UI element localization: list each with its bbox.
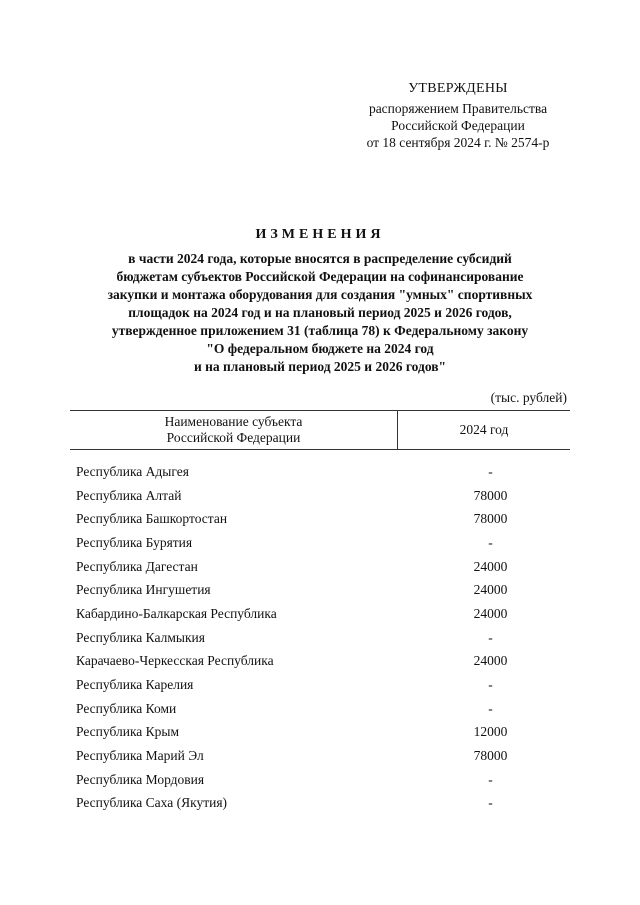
region-name: Республика Марий Эл xyxy=(76,748,204,764)
approval-line-1: распоряжением Правительства xyxy=(368,101,548,116)
table-row xyxy=(76,721,570,745)
approval-line-2: Российской Федерации xyxy=(391,118,525,133)
table-row xyxy=(76,768,570,792)
subsidy-value: - xyxy=(488,795,493,811)
region-name: Республика Коми xyxy=(76,700,177,716)
subsidy-value: 12000 xyxy=(473,724,508,740)
subsidy-value: 24000 xyxy=(473,605,508,621)
subsidy-value: - xyxy=(488,771,493,787)
heading-line: и на плановый период 2025 и 2026 годов" xyxy=(193,359,447,374)
approval-title: УТВЕРЖДЕНЫ xyxy=(408,81,508,96)
table-row xyxy=(76,460,570,484)
region-name: Республика Адыгея xyxy=(76,463,189,479)
region-name: Республика Башкортостан xyxy=(76,511,228,527)
approval-line-3: от 18 сентября 2024 г. № 2574-р xyxy=(366,135,550,150)
subsidy-value: - xyxy=(488,534,493,550)
region-name: Республика Алтай xyxy=(76,487,182,503)
table-row xyxy=(76,792,570,816)
table-row xyxy=(76,507,570,531)
table-row xyxy=(76,602,570,626)
region-name: Республика Саха (Якутия) xyxy=(76,795,228,811)
table-row xyxy=(76,555,570,579)
document-heading xyxy=(60,226,580,376)
heading-line: в части 2024 года, которые вносятся в распределение субсидий xyxy=(128,251,512,266)
region-name: Карачаево-Черкесская Республика xyxy=(76,653,274,669)
table-body xyxy=(76,460,570,815)
subsidy-value: 78000 xyxy=(473,487,508,503)
subsidy-value: - xyxy=(488,463,493,479)
region-name: Республика Мордовия xyxy=(76,771,205,787)
table-row xyxy=(76,484,570,508)
subsidy-value: 24000 xyxy=(473,558,508,574)
header-year: 2024 год xyxy=(459,422,509,437)
region-name: Республика Бурятия xyxy=(76,534,193,550)
table-row xyxy=(76,744,570,768)
subsidy-value: 78000 xyxy=(473,748,508,764)
table-row xyxy=(76,531,570,555)
region-name: Кабардино-Балкарская Республика xyxy=(76,605,277,621)
header-region-name xyxy=(70,411,398,449)
approval-stamp xyxy=(340,80,576,151)
heading-line: бюджетам субъектов Российской Федерации на софинансирование xyxy=(116,269,524,284)
region-name: Республика Дагестан xyxy=(76,558,198,574)
subsidy-value: 24000 xyxy=(473,653,508,669)
heading-line: площадок на 2024 год и на плановый период 2025 и 2026 годов, xyxy=(128,305,512,320)
subsidy-value: - xyxy=(488,677,493,693)
table-header xyxy=(70,410,570,450)
heading-line: "О федеральном бюджете на 2024 год xyxy=(206,341,434,356)
header-region-line-1: Наименование субъекта xyxy=(164,414,303,429)
table-row xyxy=(76,578,570,602)
region-name: Республика Карелия xyxy=(76,677,194,693)
header-region-line-2: Российской Федерации xyxy=(166,430,301,445)
subsidy-value: - xyxy=(488,629,493,645)
table-row xyxy=(76,697,570,721)
table-row xyxy=(76,673,570,697)
units-label: (тыс. рублей) xyxy=(490,390,567,405)
subsidy-value: 24000 xyxy=(473,582,508,598)
document-title: ИЗМЕНЕНИЯ xyxy=(255,227,385,242)
subsidy-value: 78000 xyxy=(473,511,508,527)
table-row xyxy=(76,626,570,650)
heading-line: закупки и монтажа оборудования для создания "умных" спортивных xyxy=(107,287,533,302)
region-name: Республика Крым xyxy=(76,724,180,740)
table-row xyxy=(76,650,570,674)
region-name: Республика Ингушетия xyxy=(76,582,211,598)
heading-line: утвержденное приложением 31 (таблица 78) к Федеральному закону xyxy=(111,323,529,338)
region-name: Республика Калмыкия xyxy=(76,629,205,645)
subsidy-value: - xyxy=(488,700,493,716)
